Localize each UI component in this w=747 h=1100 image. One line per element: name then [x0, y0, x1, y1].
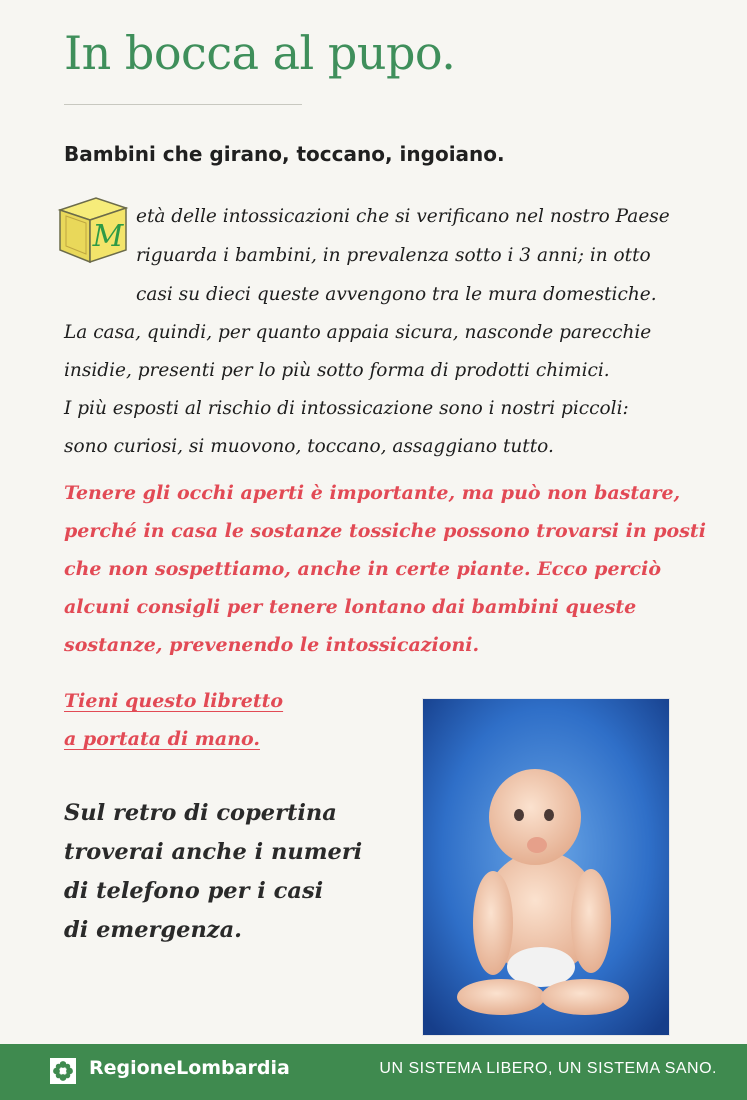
title-divider	[64, 104, 302, 105]
warning-line: alcuni consigli per tenere lontano dai bambini queste	[64, 596, 637, 618]
warning-line: perché in casa le sostanze tossiche possono trovarsi in posti	[64, 520, 706, 542]
intro-line: I più esposti al rischio di intossicazione sono i nostri piccoli:	[64, 398, 629, 419]
keep-booklet-line: a portata di mano.	[64, 728, 260, 750]
emergency-line: di emergenza.	[64, 917, 243, 943]
footer-brand: RegioneLombardia	[89, 1057, 290, 1079]
emergency-line: troverai anche i numeri	[64, 839, 363, 865]
warning-line: che non sospettiamo, anche in certe piante. Ecco perciò	[64, 558, 662, 580]
emergency-line: di telefono per i casi	[64, 878, 324, 904]
intro-line: insidie, presenti per lo più sotto forma di prodotti chimici.	[64, 360, 610, 381]
intro-line: età delle intossicazioni che si verificano nel nostro Paese	[136, 206, 670, 227]
footer-slogan: UN SISTEMA LIBERO, UN SISTEMA SANO.	[379, 1060, 717, 1077]
keep-booklet-line: Tieni questo libretto	[64, 690, 284, 712]
emergency-line: Sul retro di copertina	[64, 800, 337, 826]
warning-line: sostanze, prevenendo le intossicazioni.	[64, 634, 480, 656]
intro-line: casi su dieci queste avvengono tra le mura domestiche.	[136, 284, 657, 305]
intro-line: riguarda i bambini, in prevalenza sotto i 3 anni; in otto	[136, 245, 651, 266]
page-subtitle: Bambini che girano, toccano, ingoiano.	[64, 142, 505, 166]
intro-line: La casa, quindi, per quanto appaia sicura, nasconde parecchie	[64, 322, 652, 343]
baby-photo	[423, 699, 669, 1035]
lombardy-rose-icon	[50, 1058, 76, 1084]
intro-line: sono curiosi, si muovono, toccano, assaggiano tutto.	[64, 436, 554, 457]
page-title: In bocca al pupo.	[64, 26, 456, 80]
letter-block-icon	[56, 192, 130, 266]
warning-line: Tenere gli occhi aperti è importante, ma può non bastare,	[64, 482, 681, 504]
drop-cap-letter: M	[92, 219, 124, 254]
